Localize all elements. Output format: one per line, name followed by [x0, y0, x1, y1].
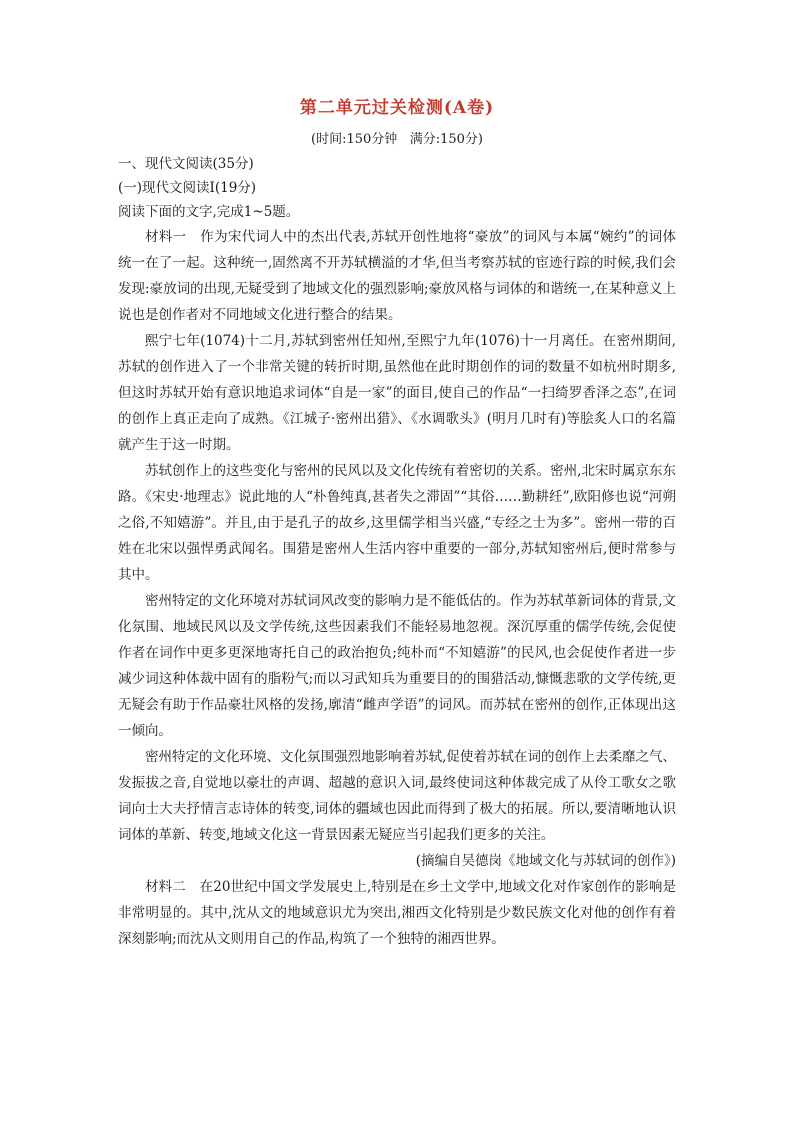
paragraph-4: 密州特定的文化环境对苏轼词风改变的影响力是不能低估的。作为苏轼革新词体的背景,文化氛围、地域民风以及文学传统,这些因素我们不能轻易地忽视。深沉厚重的儒学传统,会促使作者在词作中更多更深地寄托自己的政治抱负;纯朴而“不知嬉游”的民风,也会促使作者进一步减少词这种体裁中固有的脂粉气;而以习武知兵为重要目的的围猎活动,慷慨悲歌的文学传统,更无疑会有助于作品豪壮风格的发扬,廓清“雌声学语”的词风。而苏轼在密州的创作,正体现出这一倾向。 — [118, 593, 676, 739]
paragraph-5: 密州特定的文化环境、文化氛围强烈地影响着苏轼,促使着苏轼在词的创作上去柔靡之气、发振拔之音,自觉地以豪壮的声调、超越的意识入词,最终使词这种体裁完成了从伶工歌女之歌词向士大夫抒情言志诗体的转变,词体的疆域也因此而得到了极大的拓展。所以,要清晰地认识词体的革新、转变,地域文化这一背景因素无疑应当引起我们更多的关注。 — [118, 749, 676, 843]
section-heading: 一、现代文阅读(35分) — [118, 156, 254, 172]
reading-instruction: 阅读下面的文字,完成1~5题。 — [118, 204, 300, 220]
source-citation: (摘编自吴德岗《地域文化与苏轼词的创作》) — [415, 853, 676, 869]
exam-subtitle: (时间:150分钟 满分:150分) — [311, 132, 483, 147]
paragraph-material-1: 材料一 作为宋代词人中的杰出代表,苏轼开创性地将“豪放”的词风与本属“婉约”的词体统一在了一起。这种统一,固然离不开苏轼横溢的才华,但当考察苏轼的宦迹行踪的时候,我们会发现:豪放词的出现,无疑受到了地域文化的强烈影响;豪放风格与词体的和谐统一,在某种意义上说也是创作者对不同地域文化进行整合的结果。 — [118, 229, 676, 323]
sub-section-heading: (一)现代文阅读Ⅰ(19分) — [118, 180, 257, 196]
paragraph-3: 苏轼创作上的这些变化与密州的民风以及文化传统有着密切的关系。密州,北宋时属京东东路。《宋史·地理志》说此地的人“朴鲁纯真,甚者失之滞固”“其俗……勤耕纴”,欧阳修也说“河朔之俗,不知嬉游”。并且,由于是孔子的故乡,这里儒学相当兴盛,“专经之士为多”。密州一带的百姓在北宋以强悍勇武闻名。围猎是密州人生活内容中重要的一部分,苏轼知密州后,便时常参与其中。 — [118, 463, 676, 583]
exam-page — [118, 94, 676, 952]
exam-title: 第二单元过关检测(A卷) — [299, 98, 495, 118]
paragraph-material-2: 材料二 在20世纪中国文学发展史上,特别是在乡土文学中,地域文化对作家创作的影响是非常明显的。其中,沈从文的地域意识尤为突出,湘西文化特别是少数民族文化对他的创作有着深刻影响;而沈从文则用自己的作品,构筑了一个独特的湘西世界。 — [118, 879, 676, 947]
paragraph-2: 熙宁七年(1074)十二月,苏轼到密州任知州,至熙宁九年(1076)十一月离任。在密州期间,苏轼的创作进入了一个非常关键的转折时期,虽然他在此时期创作的词的数量不如杭州时期多,但这时苏轼开始有意识地追求词体“自是一家”的面目,使自己的作品“一扫绮罗香泽之态”,在词的创作上真正走向了成熟。《江城子·密州出猎》、《水调歌头》(明月几时有)等脍炙人口的名篇就产生于这一时期。 — [118, 333, 676, 453]
